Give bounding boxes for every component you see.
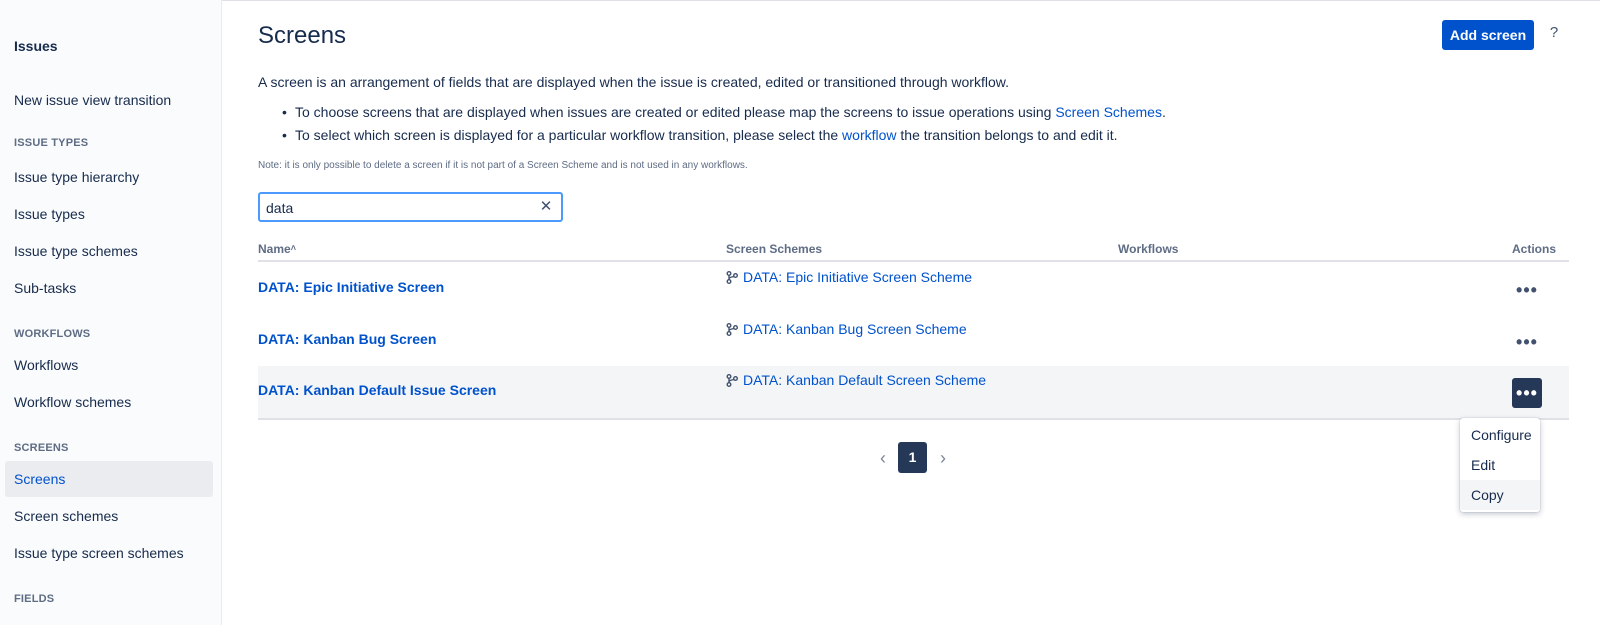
top-divider: [0, 0, 1600, 1]
table-header-divider: [258, 260, 1569, 262]
table-bottom-divider: [258, 418, 1569, 420]
sidebar-heading-fields: FIELDS: [14, 593, 55, 605]
menu-item-edit[interactable]: Edit: [1471, 457, 1496, 473]
screen-scheme-link[interactable]: [726, 269, 972, 285]
column-header-name-label: Name: [258, 242, 291, 256]
column-header-workflows: Workflows: [1118, 242, 1179, 256]
screen-name-link[interactable]: DATA: Epic Initiative Screen: [258, 279, 445, 295]
row-actions-button[interactable]: •••: [1512, 378, 1542, 408]
screen-scheme-label: DATA: Epic Initiative Screen Scheme: [743, 269, 973, 285]
row-actions-menu: [1460, 418, 1540, 512]
sidebar-heading-issue-types: ISSUE TYPES: [14, 137, 89, 149]
sidebar-title: Issues: [14, 38, 58, 54]
row-actions-button[interactable]: •••: [1512, 275, 1542, 305]
bullet2-text-after: the transition belongs to and edit it.: [896, 127, 1118, 143]
row-actions-button[interactable]: •••: [1512, 327, 1542, 357]
description-bullet-screen-schemes: [282, 104, 1166, 120]
bullet-dot: •: [282, 127, 287, 143]
sidebar-item-workflows[interactable]: Workflows: [14, 357, 79, 373]
page-button-current[interactable]: 1: [898, 442, 927, 473]
scheme-branch-icon: [726, 271, 738, 284]
screen-name-link[interactable]: DATA: Kanban Default Issue Screen: [258, 382, 497, 398]
description-bullet-workflow: [282, 127, 1118, 143]
delete-note: Note: it is only possible to delete a screen if it is not part of a Screen Scheme and is not used in any workflows.: [258, 160, 748, 171]
help-icon[interactable]: ?: [1549, 24, 1559, 41]
workflow-link[interactable]: workflow: [842, 127, 897, 143]
close-icon[interactable]: ✕: [539, 198, 553, 215]
bullet1-text-after: .: [1161, 104, 1166, 120]
screen-name-link[interactable]: DATA: Kanban Bug Screen: [258, 331, 437, 347]
sidebar-item-sub-tasks[interactable]: Sub-tasks: [14, 280, 77, 296]
screen-scheme-label: DATA: Kanban Default Screen Scheme: [743, 372, 987, 388]
bullet1-text-before: To choose screens that are displayed when issues are created or edited please map the screens to issue operations using: [295, 104, 1056, 120]
menu-item-copy[interactable]: Copy: [1460, 480, 1540, 510]
description-intro: A screen is an arrangement of fields that are displayed when the issue is created, edited or transitioned through workflow.: [258, 74, 1009, 90]
sidebar-item-issue-types[interactable]: Issue types: [14, 206, 85, 222]
table-row: [258, 366, 1569, 418]
column-header-screen-schemes: Screen Schemes: [726, 242, 823, 256]
search-input[interactable]: [266, 198, 526, 218]
screen-scheme-label: DATA: Kanban Bug Screen Scheme: [743, 321, 967, 337]
screen-scheme-link[interactable]: [726, 321, 967, 337]
bullet-dot: •: [282, 104, 287, 120]
sidebar-item-issue-type-screen-schemes[interactable]: Issue type screen schemes: [14, 545, 184, 561]
search-field: [258, 192, 563, 222]
sidebar-item-issue-type-schemes[interactable]: Issue type schemes: [14, 243, 138, 259]
sidebar-heading-screens: SCREENS: [14, 442, 69, 454]
chevron-left-icon[interactable]: ‹: [880, 448, 886, 468]
sidebar-item-new-issue-view-transition[interactable]: New issue view transition: [14, 92, 172, 108]
chevron-right-icon[interactable]: ›: [940, 448, 946, 468]
menu-item-configure[interactable]: Configure: [1471, 427, 1532, 443]
scheme-branch-icon: [726, 323, 738, 336]
sidebar-item-screen-schemes[interactable]: Screen schemes: [14, 508, 119, 524]
page-title: Screens: [258, 22, 347, 49]
sidebar-item-issue-type-hierarchy[interactable]: Issue type hierarchy: [14, 169, 140, 185]
sidebar-heading-workflows: WORKFLOWS: [14, 328, 91, 340]
table-row: [258, 315, 1569, 367]
screen-scheme-link[interactable]: [726, 372, 986, 388]
sidebar: [0, 0, 222, 625]
column-header-actions: Actions: [1512, 242, 1557, 256]
add-screen-button[interactable]: Add screen: [1442, 20, 1534, 50]
column-header-name[interactable]: [258, 242, 296, 256]
sidebar-item-workflow-schemes[interactable]: Workflow schemes: [14, 394, 132, 410]
table-row: [258, 263, 1569, 315]
sort-ascending-icon: ˄: [290, 243, 296, 253]
sidebar-item-screens[interactable]: Screens: [5, 461, 213, 497]
bullet2-text-before: To select which screen is displayed for a particular workflow transition, please select the: [295, 127, 843, 143]
scheme-branch-icon: [726, 374, 738, 387]
screen-schemes-link[interactable]: Screen Schemes: [1055, 104, 1162, 120]
